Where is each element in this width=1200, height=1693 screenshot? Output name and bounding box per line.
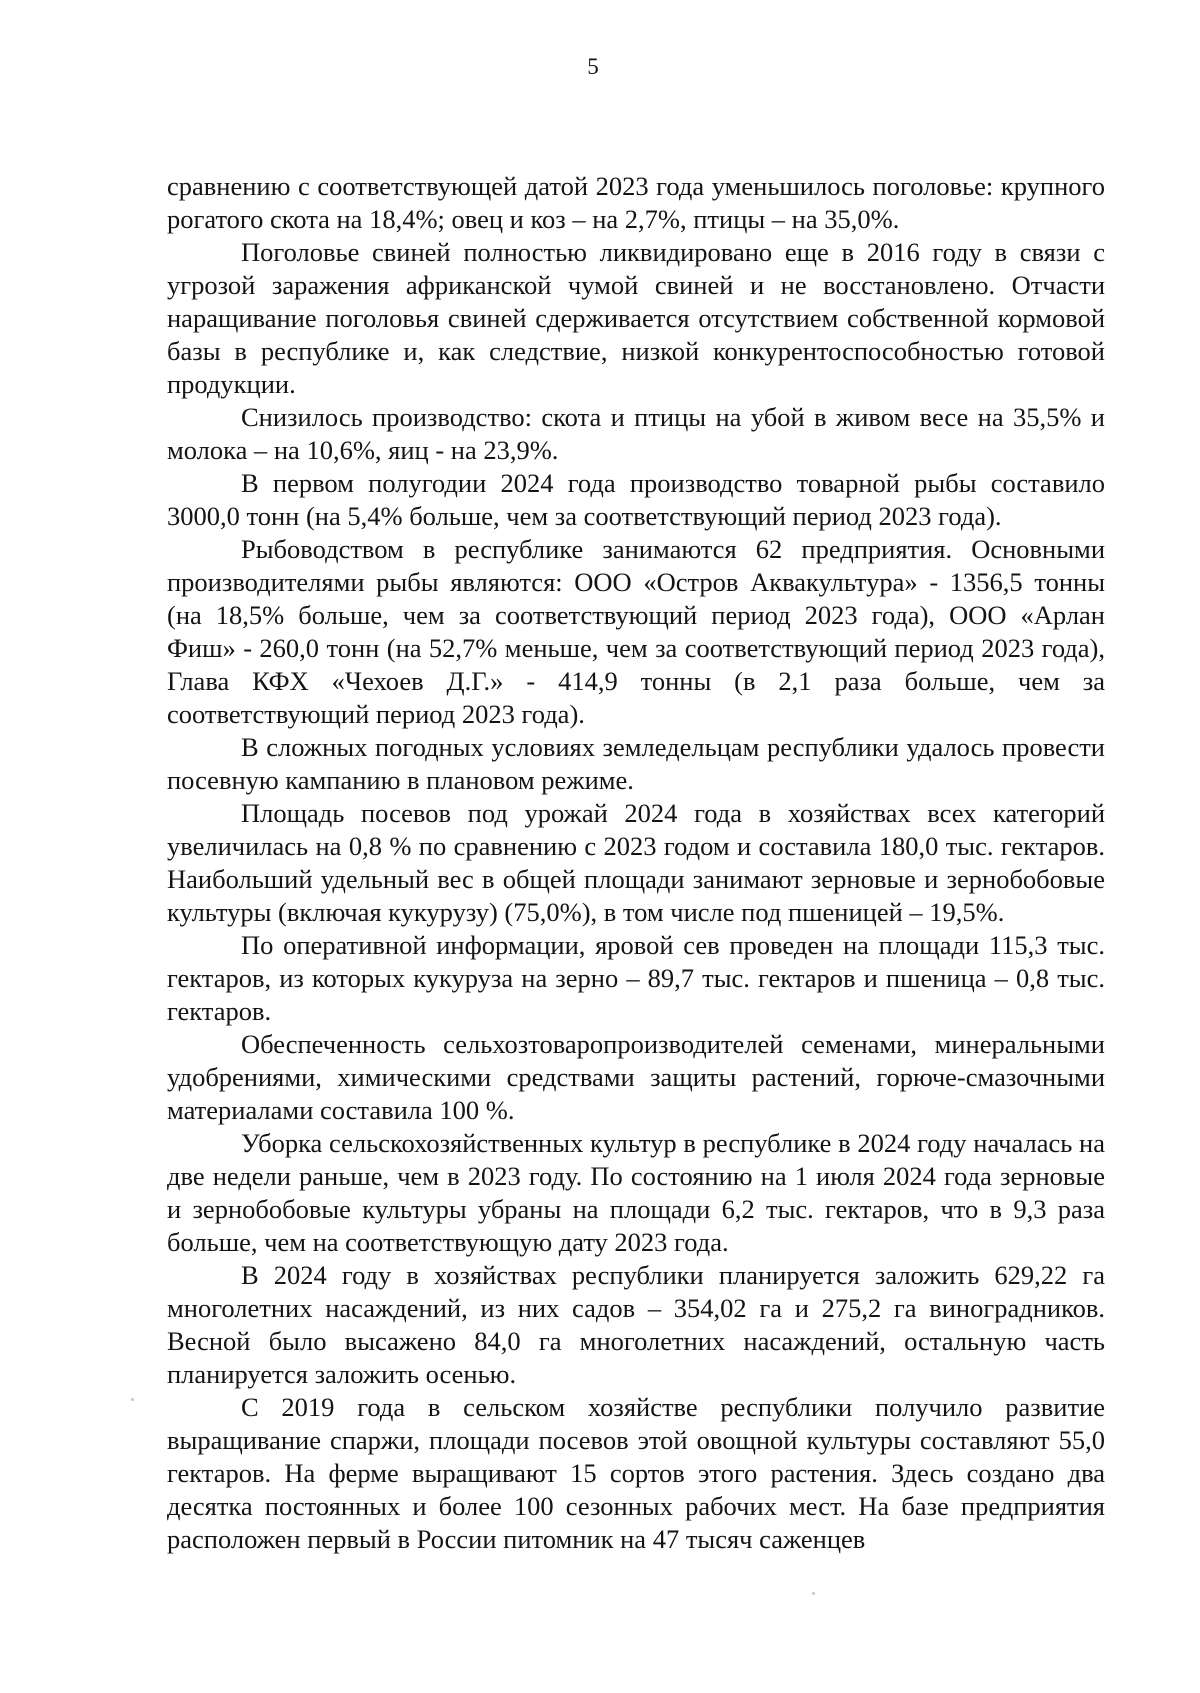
paragraph-perennial-plantings: В 2024 году в хозяйствах республики планируется заложить 629,22 га многолетних насаждений, из них садов – 354,02 га и 275,2 га виноградников. Весной было высажено 84,0 га многолетних насаждений, остальную часть планируется заложить осенью. (167, 1260, 1105, 1389)
paragraph-spring-sowing: По оперативной информации, яровой сев проведен на площади 115,3 тыс. гектаров, из которых кукуруза на зерно – 89,7 тыс. гектаров и пшеница – 0,8 тыс. гектаров. (167, 930, 1105, 1026)
paragraph-harvest: Уборка сельскохозяйственных культур в республике в 2024 году началась на две недели раньше, чем в 2023 году. По состоянию на 1 июля 2024 года зерновые и зернобобовые культуры убраны на площади 6,2 тыс. гектаров, что в 9,3 раза больше, чем на соответствующую дату 2023 года. (167, 1128, 1105, 1257)
document-body (167, 170, 1105, 1556)
paragraph-sowing-campaign: В сложных погодных условиях земледельцам республики удалось провести посевную кампанию в плановом режиме. (167, 732, 1105, 795)
paragraph-fish-farming: Рыбоводством в республике занимаются 62 предприятия. Основными производителями рыбы являются: ООО «Остров Аквакультура» - 1356,5 тонны (на 18,5% больше, чем за соответствующий период 2023 года), ООО «Арлан Фиш» - 260,0 тонн (на 52,7% меньше, чем за соответствующий период 2023 года), Глава КФХ «Чехоев Д.Г.» - 414,9 тонны (в 2,1 раза больше, чем за соответствующий период 2023 года). (167, 534, 1105, 729)
paragraph-fish-production: В первом полугодии 2024 года производство товарной рыбы составило 3000,0 тонн (на 5,4% больше, чем за соответствующий период 2023 года). (167, 468, 1105, 531)
scan-artifact-dot (131, 1398, 134, 1401)
paragraph-sown-area: Площадь посевов под урожай 2024 года в хозяйствах всех категорий увеличилась на 0,8 % по сравнению с 2023 годом и составила 180,0 тыс. гектаров. Наибольший удельный вес в общей площади занимают зерновые и зернобобовые культуры (включая кукурузу) (75,0%), в том числе под пшеницей – 19,5%. (167, 798, 1105, 927)
paragraph-production-decline: Снизилось производство: скота и птицы на убой в живом весе на 35,5% и молока – на 10,6%, яиц - на 23,9%. (167, 402, 1105, 465)
page-number: 5 (587, 54, 599, 79)
paragraph-asparagus: С 2019 года в сельском хозяйстве республики получило развитие выращивание спаржи, площади посевов этой овощной культуры составляют 55,0 гектаров. На ферме выращивают 15 сортов этого растения. Здесь создано два десятка постоянных и более 100 сезонных рабочих мест. На базе предприятия расположен первый в России питомник на 47 тысяч саженцев (167, 1392, 1105, 1554)
scan-artifact-dot (812, 1592, 815, 1595)
paragraph-livestock-decline: сравнению с соответствующей датой 2023 года уменьшилось поголовье: крупного рогатого скота на 18,4%; овец и коз – на 2,7%, птицы – на 35,0%. (167, 171, 1105, 234)
paragraph-pig-population: Поголовье свиней полностью ликвидировано еще в 2016 году в связи с угрозой заражения африканской чумой свиней и не восстановлено. Отчасти наращивание поголовья свиней сдерживается отсутствием собственной кормовой базы в республике и, как следствие, низкой конкурентоспособностью готовой продукции. (167, 237, 1105, 399)
paragraph-supply: Обеспеченность сельхозтоваропроизводителей семенами, минеральными удобрениями, химическими средствами защиты растений, горюче-смазочными материалами составила 100 %. (167, 1029, 1105, 1125)
